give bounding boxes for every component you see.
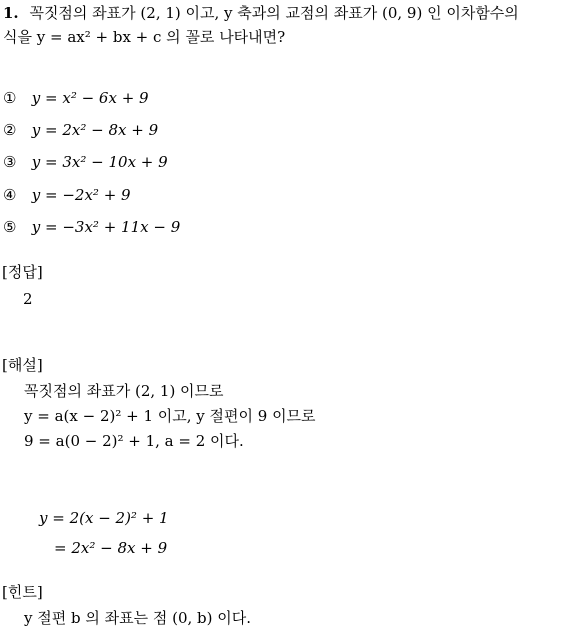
answer-heading: [정답] xyxy=(2,263,43,281)
choice-4[interactable] xyxy=(3,185,131,205)
choice-5-mark: ⑤ xyxy=(3,218,17,236)
choice-2[interactable] xyxy=(3,120,158,140)
choice-1-mark: ① xyxy=(3,89,17,107)
choice-5[interactable] xyxy=(3,217,180,237)
question-text-line1: 꼭짓점의 좌표가 (2, 1) 이고, y 축과의 교점의 좌표가 (0, 9) 인 이차함수의 xyxy=(29,4,519,22)
explanation-line-1: 꼭짓점의 좌표가 (2, 1) 이므로 xyxy=(24,382,224,400)
choice-3-mark: ③ xyxy=(3,153,17,171)
hint-text: y 절편 b 의 좌표는 점 (0, b) 이다. xyxy=(24,609,252,627)
question-number: 1. xyxy=(3,4,19,22)
explanation-line-3: 9 = a(0 − 2)² + 1, a = 2 이다. xyxy=(24,432,244,450)
choice-5-text: y = −3x² + 11x − 9 xyxy=(31,218,181,236)
explanation-equation-2: = 2x² − 8x + 9 xyxy=(54,539,168,557)
choice-2-mark: ② xyxy=(3,121,17,139)
choice-1-text: y = x² − 6x + 9 xyxy=(31,89,149,107)
choice-4-text: y = −2x² + 9 xyxy=(31,186,131,204)
question-text-line2: 식을 y = ax² + bx + c 의 꼴로 나타내면? xyxy=(3,28,286,46)
choice-2-text: y = 2x² − 8x + 9 xyxy=(31,121,159,139)
choice-3-text: y = 3x² − 10x + 9 xyxy=(31,153,168,171)
answer-value: 2 xyxy=(23,290,33,308)
explanation-line-2: y = a(x − 2)² + 1 이고, y 절편이 9 이므로 xyxy=(24,407,316,425)
choice-3[interactable] xyxy=(3,152,168,172)
hint-heading: [힌트] xyxy=(2,583,43,601)
choice-4-mark: ④ xyxy=(3,186,17,204)
explanation-equation-1: y = 2(x − 2)² + 1 xyxy=(39,509,169,527)
explanation-heading: [해설] xyxy=(2,356,43,374)
choice-1[interactable] xyxy=(3,88,149,108)
